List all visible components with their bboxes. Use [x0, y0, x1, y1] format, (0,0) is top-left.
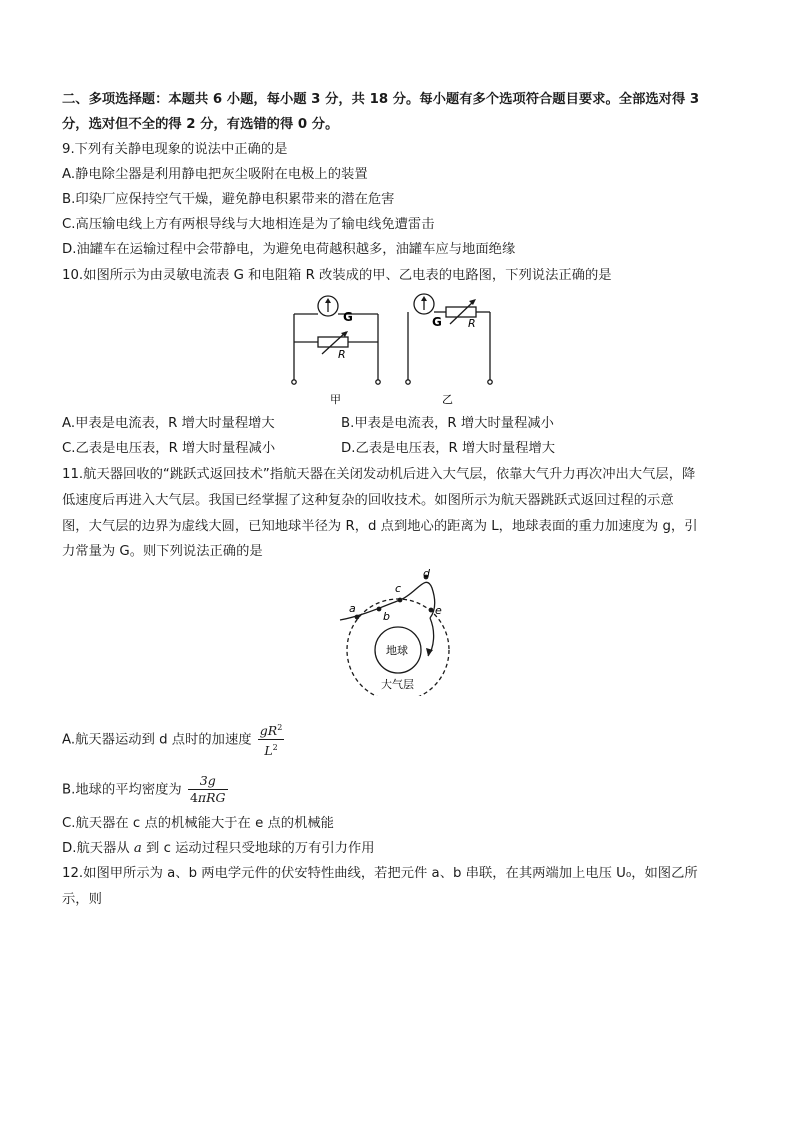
q11-option-a-numerator: gR — [259, 723, 278, 739]
q10-yi-g-label: G — [432, 315, 442, 329]
q11-earth-label: 地球 — [386, 644, 408, 657]
q11-point-c-label: c — [395, 582, 402, 595]
q11-point-d-label: d — [423, 567, 430, 580]
q12-stem-line-2: 示，则 — [62, 892, 102, 907]
q11-option-a-numerator-exp: 2 — [277, 723, 283, 732]
q12-stem-line-1: 12.如图甲所示为 a、b 两电学元件的伏安特性曲线，若把元件 a、b 串联，在其两端加上电压 U₀，如图乙所 — [62, 866, 698, 881]
q9-option-c: C.高压输电线上方有两根导线与大地相连是为了输电线免遭雷击 — [62, 217, 435, 232]
q11-stem-line-2: 低速度后再进入大气层。我国已经掌握了这种复杂的回收技术。如图所示为航天器跳跃式返回过程的示意 — [62, 493, 674, 508]
q11-option-c: C.航天器在 c 点的机械能大于在 e 点的机械能 — [62, 816, 334, 831]
q10-yi-r-label: R — [468, 317, 476, 330]
q11-option-a-text: A.航天器运动到 d 点时的加速度 — [62, 732, 252, 748]
q10-option-d: D.乙表是电压表，R 增大时量程增大 — [341, 441, 556, 456]
q11-option-d-a: a — [133, 841, 142, 856]
q11-option-d — [62, 840, 375, 858]
q11-option-b-den-4: 4 — [189, 790, 198, 805]
q10-jia-g-label: G — [343, 310, 353, 324]
q10-option-c: C.乙表是电压表，R 增大时量程减小 — [62, 441, 276, 456]
q11-option-b — [62, 773, 228, 806]
q10-circuit-figure — [286, 290, 500, 408]
section-header-line-2: 分，选对但不全的得 2 分，有选错的得 0 分。 — [62, 117, 339, 132]
q11-option-b-fraction — [188, 773, 228, 806]
q11-stem-line-1: 11.航天器回收的“跳跃式返回技术”指航天器在关闭发动机后进入大气层，依靠大气升力再次冲出大气层，降 — [62, 467, 696, 482]
q11-option-a-fraction — [258, 720, 285, 759]
section-header-line-1: 二、多项选择题：本题共 6 小题，每小题 3 分，共 18 分。每小题有多个选项符合题目要求。全部选对得 3 — [62, 92, 700, 107]
q11-option-a-denominator: L — [264, 743, 273, 759]
q11-stem-line-3: 图，大气层的边界为虚线大圆，已知地球半径为 R，d 点到地心的距离为 L，地球表面的重力加速度为 g，引 — [62, 519, 698, 534]
q9-option-a: A.静电除尘器是利用静电把灰尘吸附在电极上的装置 — [62, 167, 368, 182]
q11-option-a — [62, 720, 284, 759]
q10-jia-label: 甲 — [330, 393, 341, 406]
q11-stem-line-4: 力常量为 G。则下列说法正确的是 — [62, 544, 263, 559]
q9-option-d: D.油罐车在运输过程中会带静电，为避免电荷越积越多，油罐车应与地面绝缘 — [62, 242, 516, 257]
q11-point-b-label: b — [383, 610, 390, 623]
q11-option-a-denominator-exp: 2 — [272, 743, 278, 753]
q10-yi-label: 乙 — [442, 393, 453, 406]
q11-point-e-label: e — [435, 604, 442, 617]
q11-option-b-text: B.地球的平均密度为 — [62, 782, 182, 798]
q10-jia-r-label: R — [338, 348, 346, 361]
q11-option-d-post: 到 c 运动过程只受地球的万有引力作用 — [141, 841, 375, 856]
q11-point-a-label: a — [349, 602, 356, 615]
q11-option-d-pre: D.航天器从 — [62, 841, 134, 856]
q10-stem: 10.如图所示为由灵敏电流表 G 和电阻箱 R 改装成的甲、乙电表的电路图，下列说法正确的是 — [62, 268, 612, 283]
q11-option-b-den-rg: RG — [206, 790, 226, 805]
q9-stem: 9.下列有关静电现象的说法中正确的是 — [62, 142, 288, 157]
q10-option-b: B.甲表是电流表，R 增大时量程减小 — [341, 416, 554, 431]
q9-option-b: B.印染厂应保持空气干燥，避免静电积累带来的潜在危害 — [62, 192, 395, 207]
q11-atmosphere-label: 大气层 — [381, 678, 414, 691]
q10-option-a: A.甲表是电流表，R 增大时量程增大 — [62, 416, 275, 431]
q11-trajectory-figure — [334, 566, 460, 696]
q11-option-b-numerator: 3g — [188, 773, 228, 790]
q11-option-b-den-pi: π — [197, 790, 207, 805]
